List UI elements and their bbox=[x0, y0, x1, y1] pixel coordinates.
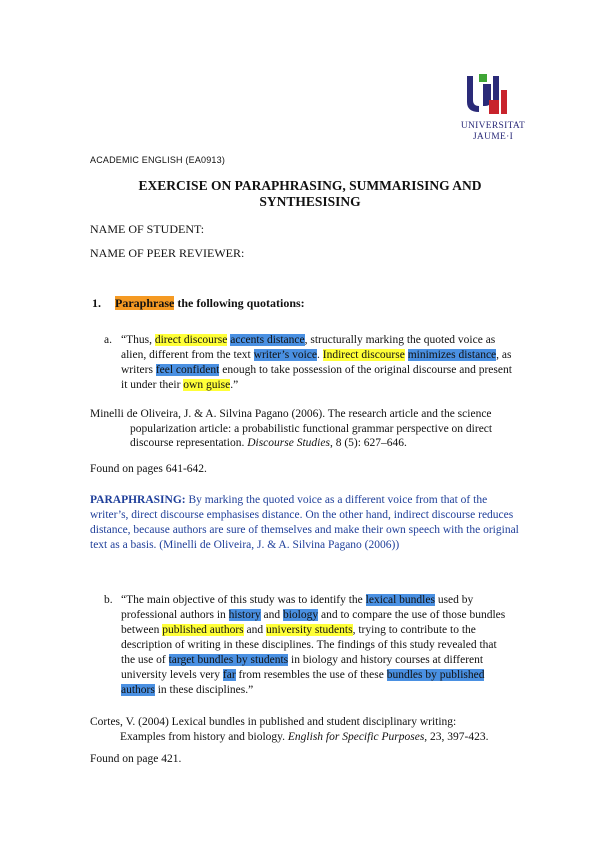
exercise-title-line2: SYNTHESISING bbox=[259, 194, 361, 209]
quote-text: , trying to contribute to the description of writing in these disciplines. The findings of this study revealed that the use of bbox=[121, 624, 497, 666]
journal-title: Discourse Studies bbox=[247, 437, 330, 449]
quote-text: and to compare the use of those bundles between bbox=[121, 609, 506, 636]
reference-text: , 23, 397-423. bbox=[424, 730, 489, 743]
university-logo bbox=[455, 70, 525, 156]
quote-text: and bbox=[260, 609, 283, 621]
paraphrase-answer-a bbox=[90, 493, 522, 553]
reference-a-line2: popularization article: a probabilistic functional grammar perspective on direct bbox=[130, 422, 493, 435]
found-on-pages-a: Found on pages 641-642. bbox=[90, 463, 207, 475]
quote-text: and bbox=[243, 624, 267, 636]
university-emblem-icon bbox=[455, 70, 525, 122]
course-code: ACADEMIC ENGLISH (EA0913) bbox=[90, 155, 226, 165]
highlight-yellow: Indirect discourse bbox=[322, 349, 405, 361]
highlight-blue: feel confident bbox=[155, 364, 220, 376]
quote-text: “Thus, bbox=[121, 334, 155, 346]
highlight-yellow: own guise bbox=[183, 379, 231, 391]
reference-a-line1: Minelli de Oliveira, J. & A. Silvina Pagano (2006). The research article and the science bbox=[90, 408, 492, 420]
highlight-yellow: direct discourse bbox=[154, 334, 228, 346]
highlight-blue: lexical bundles bbox=[365, 594, 435, 606]
highlight-blue: writer’s voice bbox=[253, 349, 317, 361]
quote-text: enough to take possession of the original discourse and present it under their bbox=[121, 364, 512, 391]
question-number: 1. bbox=[92, 296, 101, 310]
quote-text: .” bbox=[230, 379, 239, 391]
quote-text: “The main objective of this study was to identify the bbox=[121, 594, 366, 606]
university-name-line2: JAUME·I bbox=[472, 132, 514, 142]
highlight-blue: minimizes distance bbox=[407, 349, 497, 361]
quote-text: . bbox=[316, 349, 323, 361]
question-heading bbox=[92, 296, 305, 311]
highlight-blue: target bundles by students bbox=[168, 654, 289, 666]
quote-text: , as writers bbox=[121, 349, 512, 376]
found-on-page-b: Found on page 421. bbox=[90, 753, 182, 765]
quote-text: in biology and history courses at different university levels very bbox=[121, 654, 484, 681]
reference-b-line1: Cortes, V. (2004) Lexical bundles in published and student disciplinary writing: bbox=[90, 716, 457, 728]
item-b-quote bbox=[121, 593, 513, 698]
reference-b bbox=[90, 715, 530, 744]
reference-text: Examples from history and biology. bbox=[120, 730, 288, 743]
highlight-blue: history bbox=[228, 609, 261, 621]
highlight-blue: biology bbox=[282, 609, 319, 621]
quote-text: used by professional authors in bbox=[121, 594, 474, 621]
university-name-line1: UNIVERSITAT bbox=[460, 121, 526, 131]
quote-text: from resembles the use of these bbox=[235, 669, 387, 681]
quote-text: in these disciplines.” bbox=[154, 684, 254, 696]
item-a-letter: a. bbox=[104, 334, 112, 346]
question-text: the following quotations: bbox=[174, 296, 305, 310]
highlight-yellow: university students bbox=[266, 624, 353, 636]
paraphrase-text: By marking the quoted voice as a different voice from that of the writer’s, direct discourse emphasises distance. On the other hand, indirect discourse reduces distance, because authors are sure of themselves and make their own speech with the original text as a basis. (Minelli de Oliveira, J. & A. Silvina Pagano (2006)) bbox=[90, 494, 519, 551]
exercise-title bbox=[95, 178, 525, 210]
highlight-blue: far bbox=[222, 669, 236, 681]
item-a-quote bbox=[121, 333, 516, 393]
student-name-label: NAME OF STUDENT: bbox=[90, 222, 205, 236]
reference-b-line2 bbox=[90, 730, 530, 745]
reference-a bbox=[90, 407, 530, 451]
peer-reviewer-label: NAME OF PEER REVIEWER: bbox=[90, 246, 245, 260]
university-name bbox=[438, 121, 548, 143]
highlight-blue: bundles by published authors bbox=[121, 669, 485, 696]
paraphrase-highlight: Paraphrase bbox=[115, 296, 175, 310]
highlight-blue: accents distance bbox=[230, 334, 305, 346]
paraphrasing-label: PARAPHRASING: bbox=[90, 494, 186, 506]
journal-title: English for Specific Purposes bbox=[287, 730, 425, 743]
reference-a-line3 bbox=[90, 436, 530, 451]
highlight-yellow: published authors bbox=[162, 624, 244, 636]
exercise-title-line1: EXERCISE ON PARAPHRASING, SUMMARISING AND bbox=[138, 178, 482, 193]
reference-text: , 8 (5): 627–646. bbox=[329, 437, 407, 449]
quote-text: , structurally marking the quoted voice as alien, different from the text bbox=[121, 334, 496, 361]
reference-text: discourse representation. bbox=[130, 437, 248, 449]
item-b-letter: b. bbox=[104, 594, 113, 606]
